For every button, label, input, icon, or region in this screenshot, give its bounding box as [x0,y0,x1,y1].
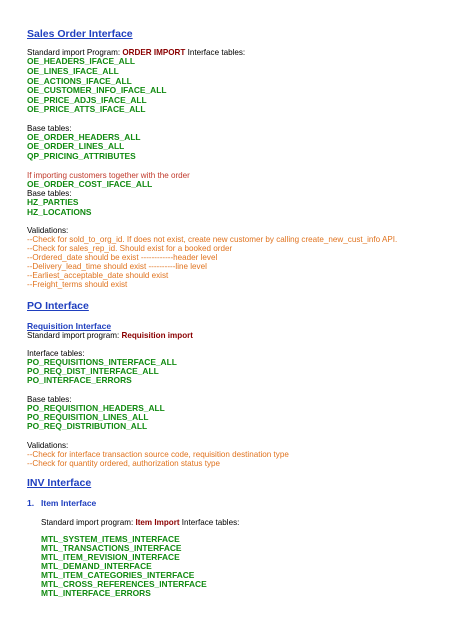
table-name: HZ_PARTIES [27,197,79,207]
table-name: HZ_LOCATIONS [27,207,92,217]
validation-item: --Check for sales_rep_id. Should exist for a booked order [27,244,233,253]
table-name: PO_REQUISITION_LINES_ALL [27,412,149,422]
inv-import-prefix: Standard import program: [41,518,136,527]
table-name: PO_REQUISITION_HEADERS_ALL [27,403,165,413]
po-import-prefix: Standard import program: [27,331,122,340]
table-name: OE_PRICE_ATTS_IFACE_ALL [27,104,146,114]
validation-item: --Freight_terms should exist [27,280,128,289]
table-name: OE_ORDER_HEADERS_ALL [27,132,141,142]
validation-item: --Delivery_lead_time should exist ----------line level [27,262,207,271]
base-tables-label: Base tables: [27,189,72,198]
validation-item: --Earliest_acceptable_date should exist [27,271,169,280]
validation-item: --Check for quantity ordered, authorization status type [27,459,221,468]
table-name: PO_REQ_DIST_INTERFACE_ALL [27,366,159,376]
validation-item: --Check for sold_to_org_id. If does not exist, create new customer by calling create_new_cust_info API. [27,235,398,244]
table-name: OE_PRICE_ADJS_IFACE_ALL [27,95,147,105]
table-name: PO_INTERFACE_ERRORS [27,375,132,385]
table-name: OE_ACTIONS_IFACE_ALL [27,76,132,86]
sales-import-program: ORDER IMPORT [122,48,186,57]
table-name: MTL_INTERFACE_ERRORS [41,588,151,598]
inv-import-line [41,518,239,527]
table-name: OE_ORDER_COST_IFACE_ALL [27,179,153,189]
po-import-line [27,331,193,340]
sales-order-heading: Sales Order Interface [27,28,133,40]
interface-tables-label: Interface tables: [27,349,85,358]
inv-import-suffix: Interface tables: [179,518,240,527]
item-interface-heading: Item Interface [41,498,97,508]
table-name: MTL_SYSTEM_ITEMS_INTERFACE [41,534,180,544]
table-name: MTL_ITEM_CATEGORIES_INTERFACE [41,570,195,580]
table-name: PO_REQ_DISTRIBUTION_ALL [27,421,148,431]
inv-import-program: Item Import [135,518,180,527]
sales-import-prefix: Standard import Program: [27,48,123,57]
inv-interface-heading: INV Interface [27,477,92,489]
validation-item: --Ordered_date should be exist ------------header level [27,253,218,262]
validations-label: Validations: [27,441,69,450]
table-name: MTL_TRANSACTIONS_INTERFACE [41,543,182,553]
requisition-interface-heading: Requisition Interface [27,321,112,331]
po-interface-heading: PO Interface [27,300,89,312]
sales-import-suffix: Interface tables: [185,48,246,57]
table-name: OE_CUSTOMER_INFO_IFACE_ALL [27,85,167,95]
customer-note: If importing customers together with the order [27,171,190,180]
table-name: OE_HEADERS_IFACE_ALL [27,56,135,66]
table-name: OE_ORDER_LINES_ALL [27,141,125,151]
table-name: OE_LINES_IFACE_ALL [27,66,119,76]
validation-item: --Check for interface transaction source code, requisition destination type [27,450,289,459]
table-name: QP_PRICING_ATTRIBUTES [27,151,136,161]
table-name: MTL_ITEM_REVISION_INTERFACE [41,552,180,562]
base-tables-label: Base tables: [27,395,72,404]
table-name: PO_REQUISITIONS_INTERFACE_ALL [27,357,177,367]
po-import-program: Requisition import [121,331,193,340]
table-name: MTL_CROSS_REFERENCES_INTERFACE [41,579,207,589]
item-number: 1. [27,498,35,508]
validations-label: Validations: [27,226,69,235]
table-name: MTL_DEMAND_INTERFACE [41,561,152,571]
base-tables-label: Base tables: [27,124,72,133]
